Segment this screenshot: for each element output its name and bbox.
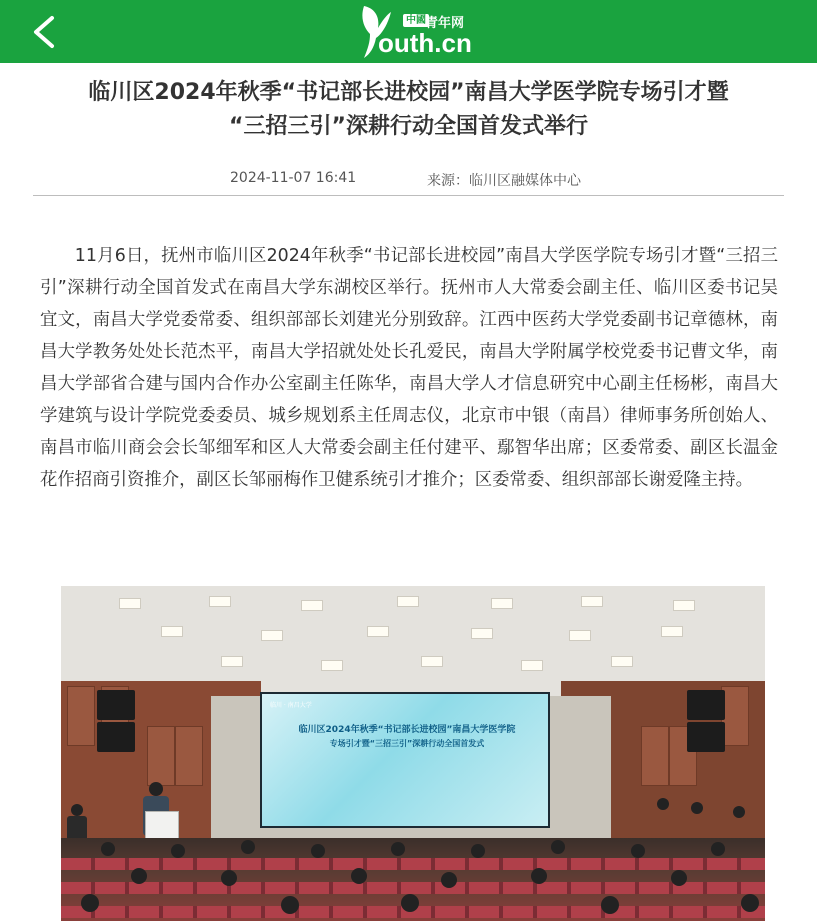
ceiling-light <box>673 600 695 611</box>
audience-member <box>131 868 147 884</box>
ceiling-light <box>611 656 633 667</box>
article-title-line-1: 临川区2024年秋季“书记部长进校园”南昌大学医学院专场引才暨 <box>88 80 729 105</box>
ceiling-light <box>161 626 183 637</box>
logo-badge: 中國 <box>403 14 429 27</box>
audience-member <box>671 870 687 886</box>
audience-member <box>471 844 485 858</box>
seat-row <box>61 882 765 894</box>
wood-panel <box>147 726 175 786</box>
ceiling-light <box>119 598 141 609</box>
audience-member <box>101 842 115 856</box>
audience-member <box>241 840 255 854</box>
ceiling-light <box>661 626 683 637</box>
chevron-left-icon[interactable] <box>26 12 66 52</box>
ceiling-light <box>261 630 283 641</box>
ceiling-light <box>209 596 231 607</box>
ceiling-light <box>491 598 513 609</box>
attendee <box>691 802 703 814</box>
logo-chinese-text: 青年网 <box>425 16 465 31</box>
wood-panel <box>175 726 203 786</box>
speaker <box>97 722 135 752</box>
article-meta <box>0 170 817 188</box>
ceiling-light <box>421 656 443 667</box>
ceiling-light <box>471 628 493 639</box>
ceiling-light <box>301 600 323 611</box>
wood-panel <box>721 686 749 746</box>
audience-member <box>81 894 99 912</box>
logo-english-text: outh.cn <box>378 28 472 58</box>
audience-member <box>401 894 419 912</box>
article-title <box>30 76 787 144</box>
wood-panel <box>641 726 669 786</box>
seat-row <box>61 858 765 870</box>
speaker-person <box>149 782 163 796</box>
audience-member <box>281 896 299 914</box>
attendee <box>733 806 745 818</box>
article-title-line-2: “三招三引”深耕行动全国首发式举行 <box>229 114 588 139</box>
audience-seats <box>61 838 765 921</box>
wood-panel <box>67 686 95 746</box>
publish-date: 2024-11-07 16:41 <box>230 170 357 186</box>
audience-member <box>711 842 725 856</box>
audience-member <box>311 844 325 858</box>
youth-cn-logo[interactable] <box>358 2 478 60</box>
ceiling-light <box>521 660 543 671</box>
ceiling-light <box>569 630 591 641</box>
projection-screen <box>260 692 550 828</box>
top-header <box>0 0 817 63</box>
audience-member <box>631 844 645 858</box>
screen-title-line-1: 临川区2024年秋季“书记部长进校园”南昌大学医学院 <box>298 725 516 735</box>
audience-member <box>391 842 405 856</box>
audience-member <box>221 870 237 886</box>
ceiling-light <box>581 596 603 607</box>
ceiling-light <box>367 626 389 637</box>
speaker <box>97 690 135 720</box>
article-photo <box>61 586 765 921</box>
screen-logo: 临川 · 南昌大学 <box>270 702 312 709</box>
audience-member <box>551 840 565 854</box>
speaker <box>687 690 725 720</box>
audience-member <box>441 872 457 888</box>
attendee <box>657 798 669 810</box>
article-source: 来源：临川区融媒体中心 <box>427 173 581 189</box>
audience-member <box>741 894 759 912</box>
audience-member <box>171 844 185 858</box>
attendee <box>71 804 83 816</box>
ceiling-light <box>321 660 343 671</box>
screen-title-line-2: 专场引才暨“三招三引”深耕行动全国首发式 <box>329 739 485 748</box>
audience-member <box>531 868 547 884</box>
audience-member <box>351 868 367 884</box>
divider <box>33 195 784 196</box>
ceiling-light <box>221 656 243 667</box>
audience-member <box>601 896 619 914</box>
ceiling-light <box>397 596 419 607</box>
article-paragraph: 11月6日，抚州市临川区2024年秋季“书记部长进校园”南昌大学医学院专场引才暨“三招三引”深耕行动全国首发式在南昌大学东湖校区举行。抚州市人大常委会副主任、临川区委书记吴宜文，南昌大学党委常委、组织部部长刘建光分别致辞。江西中医药大学党委副书记章德林，南昌大学教务处处长范杰平，南昌大学招就处处长孔爱民，南昌大学附属学校党委书记曹文华，南昌大学部省合建与国内合作办公室副主任陈华，南昌大学人才信息研究中心副主任杨彬，南昌大学建筑与设计学院党委委员、城乡规划系主任周志仪，北京市中银（南昌）律师事务所创始人、南昌市临川商会会长邹细军和区人大常委会副主任付建平、鄢智华出席；区委常委、副区长温金花作招商引资推介，副区长邹丽梅作卫健系统引才推介；区委常委、组织部部长谢爱隆主持。 <box>40 246 778 490</box>
speaker <box>687 722 725 752</box>
